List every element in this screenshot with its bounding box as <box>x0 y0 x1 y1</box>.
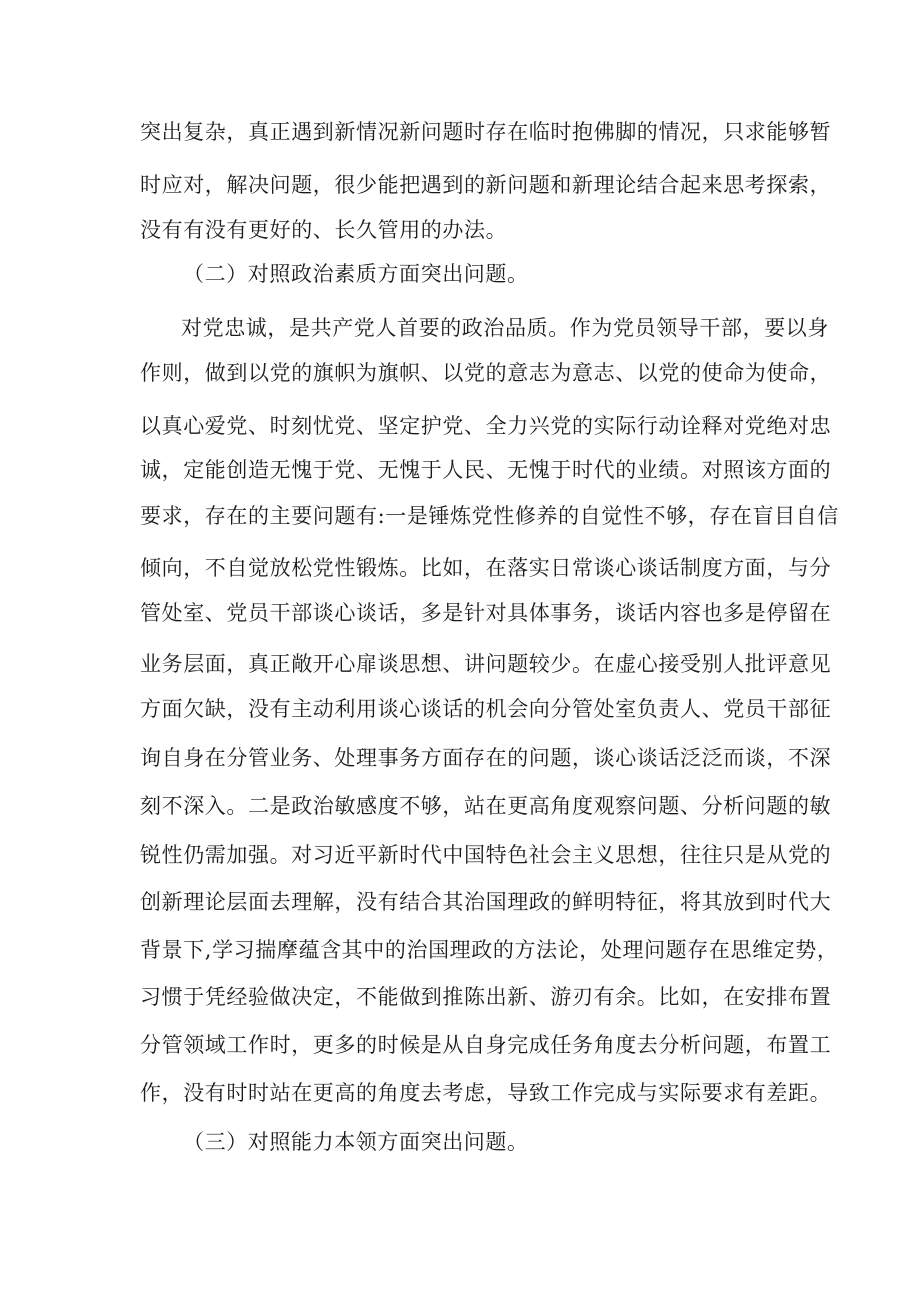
text-line: 没有有没有更好的、长久管用的办法。 <box>140 218 508 242</box>
text-line: 背景下,学习揣摩蕴含其中的治国理政的方法论，处理问题存在思维定势， <box>140 938 839 962</box>
text-line: 诚，定能创造无愧于党、无愧于人民、无愧于时代的业绩。对照该方面的 <box>140 458 832 482</box>
text-line: 习惯于凭经验做决定，不能做到推陈出新、游刃有余。比如，在安排布置 <box>140 985 832 1009</box>
text-line: 业务层面，真正敞开心扉谈思想、讲问题较少。在虚心接受别人批评意见 <box>140 652 832 676</box>
text-line: 以真心爱党、时刻忧党、坚定护党、全力兴党的实际行动诠释对党绝对忠 <box>140 414 832 438</box>
text-line: 时应对，解决问题，很少能把遇到的新问题和新理论结合起来思考探索， <box>140 173 832 197</box>
text-line: 管处室、党员干部谈心谈话，多是针对具体事务，谈话内容也多是停留在 <box>140 601 832 625</box>
text-line: 作则，做到以党的旗帜为旗帜、以党的意志为意志、以党的使命为使命， <box>140 361 832 385</box>
text-line: 要求，存在的主要问题有:一是锤炼党性修养的自觉性不够，存在盲目自信 <box>140 504 839 528</box>
text-line: 作，没有时时站在更高的角度去考虑，导致工作完成与实际要求有差距。 <box>140 1081 832 1105</box>
text-line: 分管领域工作时，更多的时候是从自身完成任务角度去分析问题，布置工 <box>140 1033 832 1057</box>
text-line: 倾向，不自觉放松党性锻炼。比如，在落实日常谈心谈话制度方面，与分 <box>140 556 832 580</box>
section-heading: （三）对照能力本领方面突出问题。 <box>183 1130 529 1154</box>
text-line: 创新理论层面去理解，没有结合其治国理政的鲜明特征，将其放到时代大 <box>140 890 832 914</box>
text-line: 锐性仍需加强。对习近平新时代中国特色社会主义思想，往往只是从党的 <box>140 843 832 867</box>
text-line: 询自身在分管业务、处理事务方面存在的问题，谈心谈话泛泛而谈，不深 <box>140 746 832 770</box>
text-line: 对党忠诚，是共产党人首要的政治品质。作为党员领导干部，要以身 <box>181 316 829 340</box>
text-line: 刻不深入。二是政治敏感度不够，站在更高角度观察问题、分析问题的敏 <box>140 794 832 818</box>
text-line: 突出复杂，真正遇到新情况新问题时存在临时抱佛脚的情况，只求能够暂 <box>140 120 832 144</box>
text-line: 方面欠缺，没有主动利用谈心谈话的机会向分管处室负责人、党员干部征 <box>140 697 832 721</box>
section-heading: （二）对照政治素质方面突出问题。 <box>183 262 529 286</box>
